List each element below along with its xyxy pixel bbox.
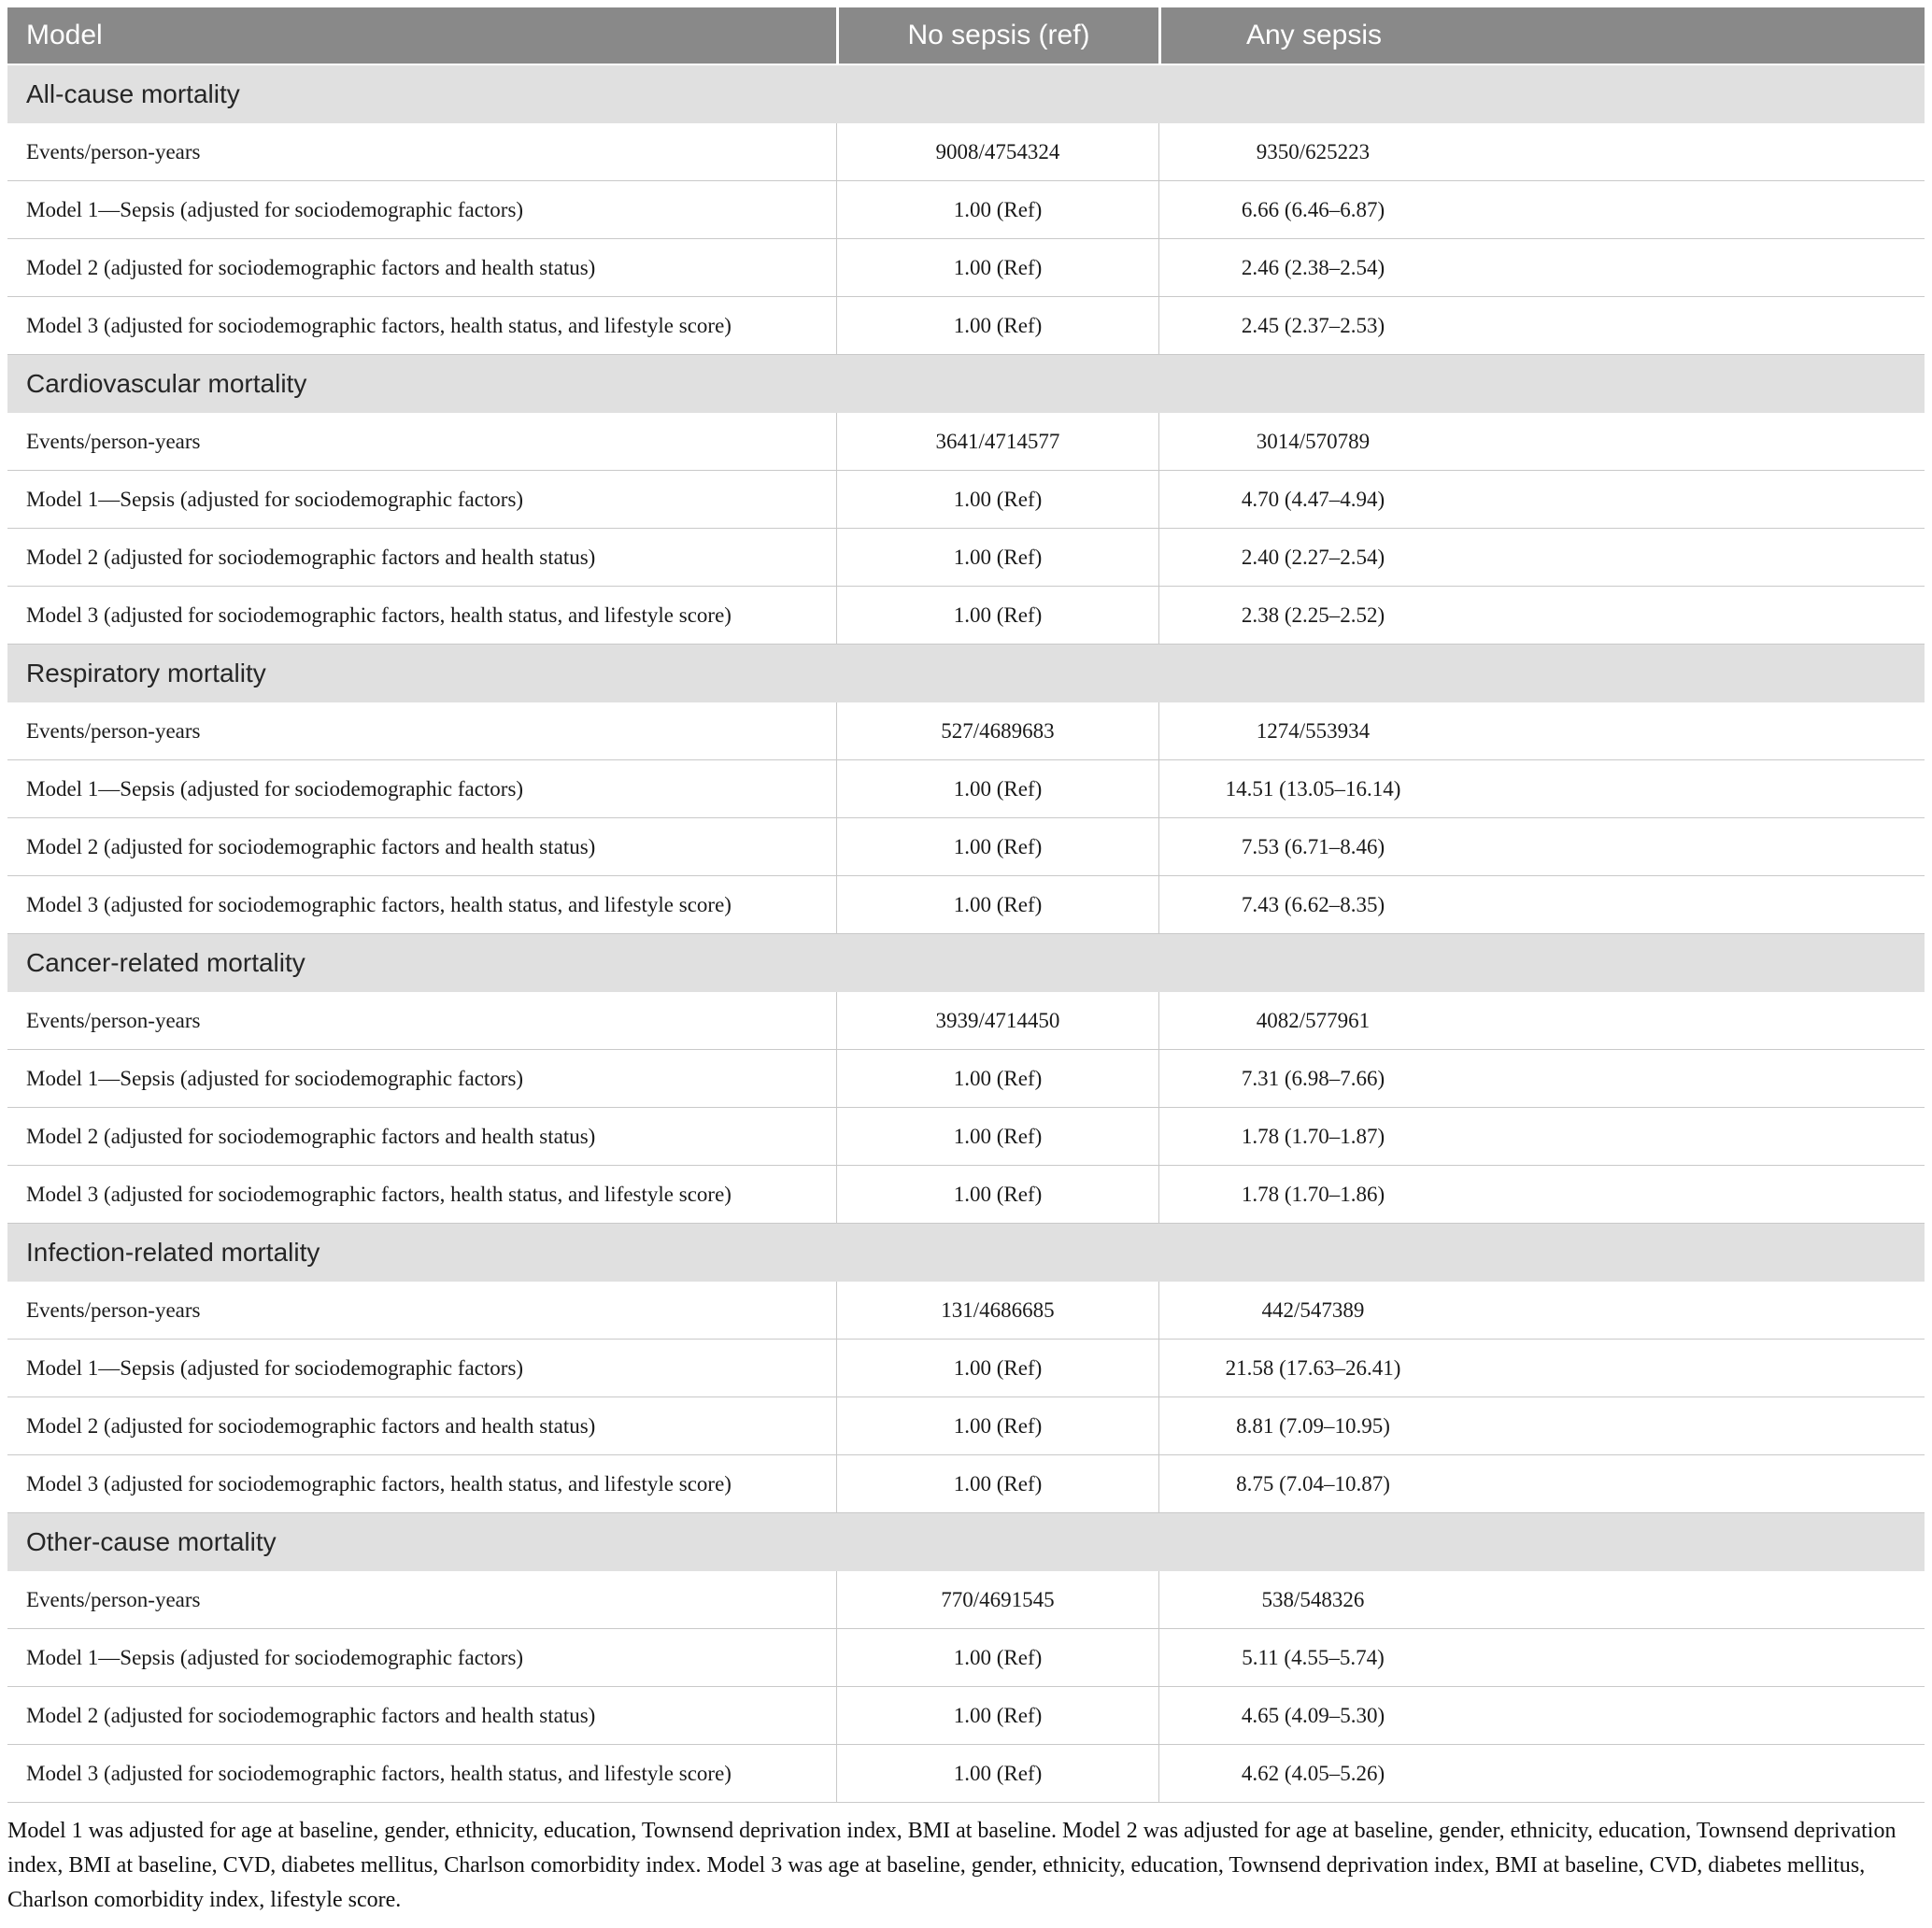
any-sepsis-value: 2.46 (2.38–2.54) (1158, 239, 1467, 296)
no-sepsis-value: 1.00 (Ref) (836, 529, 1158, 586)
table-row (7, 471, 1925, 529)
section-header-all-cause-mortality: All-cause mortality (7, 65, 1925, 123)
row-label: Events/person-years (26, 1587, 201, 1611)
table-row (7, 1050, 1925, 1108)
row-label: Model 3 (adjusted for sociodemographic factors, health status, and lifestyle score) (26, 1182, 732, 1206)
row-label: Model 1—Sepsis (adjusted for sociodemographic factors) (26, 776, 524, 801)
table-row (7, 1629, 1925, 1687)
section-header-infection-related-mortality: Infection-related mortality (7, 1224, 1925, 1282)
table-row (7, 413, 1925, 471)
any-sepsis-value: 5.11 (4.55–5.74) (1158, 1629, 1467, 1686)
table-row (7, 760, 1925, 818)
table-row (7, 1166, 1925, 1224)
no-sepsis-value: 1.00 (Ref) (836, 471, 1158, 528)
row-label: Model 3 (adjusted for sociodemographic factors, health status, and lifestyle score) (26, 313, 732, 337)
row-label: Model 1—Sepsis (adjusted for sociodemographic factors) (26, 1645, 524, 1669)
row-label: Events/person-years (26, 1008, 201, 1032)
no-sepsis-value: 1.00 (Ref) (836, 1455, 1158, 1512)
table-row (7, 1687, 1925, 1745)
table-row (7, 181, 1925, 239)
any-sepsis-value: 2.40 (2.27–2.54) (1158, 529, 1467, 586)
any-sepsis-value: 14.51 (13.05–16.14) (1158, 760, 1467, 817)
row-label: Model 2 (adjusted for sociodemographic factors and health status) (26, 834, 596, 858)
no-sepsis-value: 1.00 (Ref) (836, 181, 1158, 238)
row-label: Events/person-years (26, 1297, 201, 1322)
no-sepsis-value: 1.00 (Ref) (836, 1166, 1158, 1223)
table-row (7, 702, 1925, 760)
any-sepsis-value: 7.43 (6.62–8.35) (1158, 876, 1467, 933)
section-header-other-cause-mortality: Other-cause mortality (7, 1513, 1925, 1571)
no-sepsis-value: 1.00 (Ref) (836, 1108, 1158, 1165)
column-header-model: Model (26, 20, 103, 50)
table-row (7, 1282, 1925, 1340)
row-label: Model 2 (adjusted for sociodemographic factors and health status) (26, 1413, 596, 1438)
no-sepsis-value: 1.00 (Ref) (836, 587, 1158, 644)
table-row (7, 239, 1925, 297)
no-sepsis-value: 1.00 (Ref) (836, 1340, 1158, 1396)
row-label: Model 1—Sepsis (adjusted for sociodemographic factors) (26, 1355, 524, 1380)
table-row (7, 1571, 1925, 1629)
no-sepsis-value: 1.00 (Ref) (836, 239, 1158, 296)
table-row (7, 992, 1925, 1050)
row-label: Model 2 (adjusted for sociodemographic factors and health status) (26, 1124, 596, 1148)
table-row (7, 876, 1925, 934)
table-row (7, 587, 1925, 645)
column-header-no-sepsis: No sepsis (ref) (836, 7, 1158, 64)
mortality-table-body (7, 65, 1925, 1803)
row-label: Model 1—Sepsis (adjusted for sociodemographic factors) (26, 197, 524, 221)
row-label: Model 1—Sepsis (adjusted for sociodemographic factors) (26, 487, 524, 511)
no-sepsis-value: 9008/4754324 (836, 123, 1158, 180)
no-sepsis-value: 1.00 (Ref) (836, 1397, 1158, 1454)
no-sepsis-value: 527/4689683 (836, 702, 1158, 759)
row-label: Events/person-years (26, 429, 201, 453)
no-sepsis-value: 1.00 (Ref) (836, 760, 1158, 817)
table-row (7, 1455, 1925, 1513)
any-sepsis-value: 7.53 (6.71–8.46) (1158, 818, 1467, 875)
any-sepsis-value: 2.38 (2.25–2.52) (1158, 587, 1467, 644)
any-sepsis-value: 8.75 (7.04–10.87) (1158, 1455, 1467, 1512)
row-label: Model 2 (adjusted for sociodemographic factors and health status) (26, 1703, 596, 1727)
no-sepsis-value: 131/4686685 (836, 1282, 1158, 1339)
any-sepsis-value: 3014/570789 (1158, 413, 1467, 470)
row-label: Model 2 (adjusted for sociodemographic factors and health status) (26, 255, 596, 279)
no-sepsis-value: 1.00 (Ref) (836, 876, 1158, 933)
any-sepsis-value: 442/547389 (1158, 1282, 1467, 1339)
any-sepsis-value: 6.66 (6.46–6.87) (1158, 181, 1467, 238)
table-row (7, 818, 1925, 876)
table-row (7, 1397, 1925, 1455)
any-sepsis-value: 4.65 (4.09–5.30) (1158, 1687, 1467, 1744)
table-footnote: Model 1 was adjusted for age at baseline, gender, ethnicity, education, Townsend deprivation index, BMI at baseline. Model 2 was adjusted for age at baseline, gender, ethnicity, education, Townsend deprivation index, BMI at baseline, CVD, diabetes mellitus, Charlson comorbidity index. Model 3 was age at baseline, gender, ethnicity, education, Townsend deprivation index, BMI at baseline, CVD, diabetes mellitus, Charlson comorbidity index, lifestyle score. (7, 1819, 1896, 1912)
any-sepsis-value: 8.81 (7.09–10.95) (1158, 1397, 1467, 1454)
any-sepsis-value: 21.58 (17.63–26.41) (1158, 1340, 1467, 1396)
any-sepsis-value: 2.45 (2.37–2.53) (1158, 297, 1467, 354)
no-sepsis-value: 1.00 (Ref) (836, 1050, 1158, 1107)
table-row (7, 1340, 1925, 1397)
row-label: Model 3 (adjusted for sociodemographic factors, health status, and lifestyle score) (26, 602, 732, 627)
any-sepsis-value: 1.78 (1.70–1.86) (1158, 1166, 1467, 1223)
table-row (7, 1108, 1925, 1166)
row-label: Model 3 (adjusted for sociodemographic factors, health status, and lifestyle score) (26, 892, 732, 916)
no-sepsis-value: 1.00 (Ref) (836, 818, 1158, 875)
no-sepsis-value: 1.00 (Ref) (836, 297, 1158, 354)
any-sepsis-value: 1.78 (1.70–1.87) (1158, 1108, 1467, 1165)
any-sepsis-value: 1274/553934 (1158, 702, 1467, 759)
any-sepsis-value: 4.70 (4.47–4.94) (1158, 471, 1467, 528)
row-label: Model 2 (adjusted for sociodemographic factors and health status) (26, 545, 596, 569)
row-label: Model 3 (adjusted for sociodemographic factors, health status, and lifestyle score) (26, 1471, 732, 1496)
column-header-any-sepsis: Any sepsis (1158, 7, 1467, 64)
any-sepsis-value: 4.62 (4.05–5.26) (1158, 1745, 1467, 1802)
table-row (7, 297, 1925, 355)
any-sepsis-value: 4082/577961 (1158, 992, 1467, 1049)
row-label: Model 3 (adjusted for sociodemographic factors, health status, and lifestyle score) (26, 1761, 732, 1785)
no-sepsis-value: 3939/4714450 (836, 992, 1158, 1049)
row-label: Events/person-years (26, 139, 201, 163)
table-row (7, 123, 1925, 181)
section-header-cancer-related-mortality: Cancer-related mortality (7, 934, 1925, 992)
table-row (7, 1745, 1925, 1803)
no-sepsis-value: 1.00 (Ref) (836, 1629, 1158, 1686)
section-header-cardiovascular-mortality: Cardiovascular mortality (7, 355, 1925, 413)
row-label: Events/person-years (26, 718, 201, 743)
no-sepsis-value: 1.00 (Ref) (836, 1745, 1158, 1802)
no-sepsis-value: 3641/4714577 (836, 413, 1158, 470)
any-sepsis-value: 7.31 (6.98–7.66) (1158, 1050, 1467, 1107)
section-header-respiratory-mortality: Respiratory mortality (7, 645, 1925, 702)
any-sepsis-value: 9350/625223 (1158, 123, 1467, 180)
no-sepsis-value: 1.00 (Ref) (836, 1687, 1158, 1744)
no-sepsis-value: 770/4691545 (836, 1571, 1158, 1628)
table-row (7, 529, 1925, 587)
any-sepsis-value: 538/548326 (1158, 1571, 1467, 1628)
row-label: Model 1—Sepsis (adjusted for sociodemographic factors) (26, 1066, 524, 1090)
table-header-row (7, 7, 1925, 65)
